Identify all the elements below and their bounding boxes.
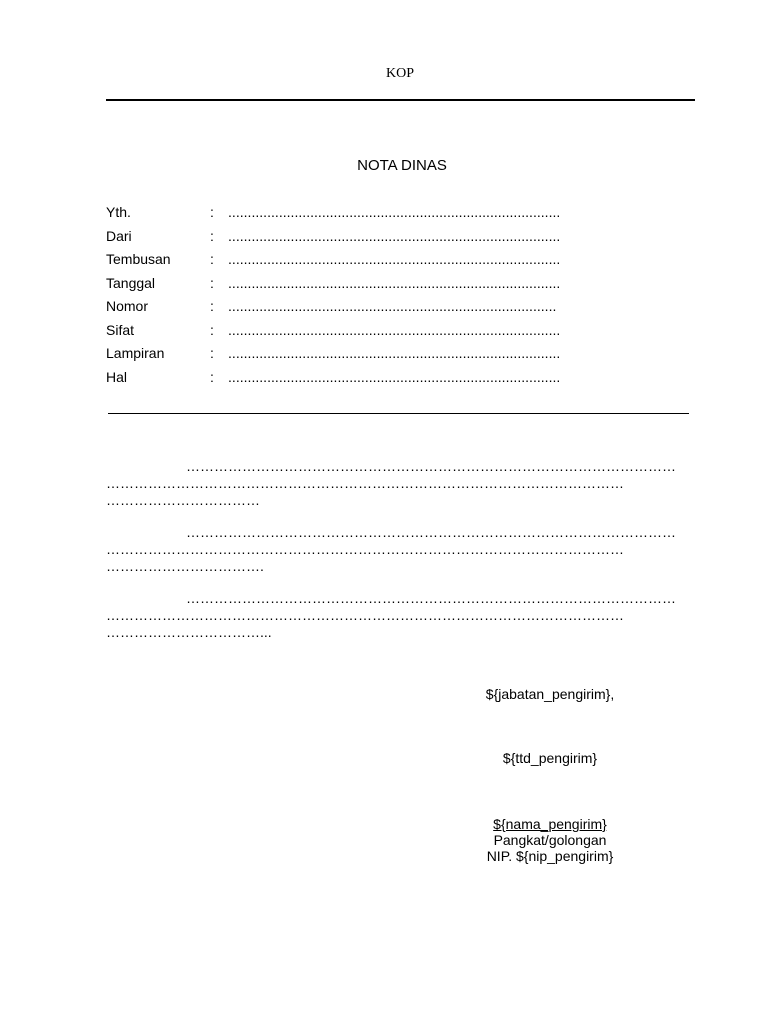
sender-name: ${nama_pengirim} xyxy=(493,816,607,832)
sender-rank: Pangkat/golongan xyxy=(493,832,607,848)
field-label: Tembusan xyxy=(106,251,171,267)
paragraph-line: ………………………………………………………………………………………………… xyxy=(106,541,624,557)
sender-nip: NIP. ${nip_pengirim} xyxy=(486,848,614,864)
field-label: Dari xyxy=(106,228,132,244)
field-colon: : xyxy=(210,345,214,361)
document-title: NOTA DINAS xyxy=(357,157,447,174)
paragraph-line: ……………………………... xyxy=(106,624,272,640)
field-colon: : xyxy=(210,228,214,244)
field-value: ..................................................................................... xyxy=(228,204,561,220)
field-colon: : xyxy=(210,275,214,291)
field-value: .................................................................................... xyxy=(228,298,557,314)
field-value: ..................................................................................... xyxy=(228,345,561,361)
field-colon: : xyxy=(210,369,214,385)
field-label: Sifat xyxy=(106,322,135,338)
field-value: ..................................................................................... xyxy=(228,228,561,244)
paragraph-line: …………………………………………………………………………………………… xyxy=(186,458,676,474)
field-colon: : xyxy=(210,298,214,314)
body-paragraph xyxy=(106,524,706,575)
field-nomor xyxy=(106,298,706,320)
header-body-divider xyxy=(108,413,689,414)
field-value: ..................................................................................... xyxy=(228,251,561,267)
field-hal xyxy=(106,369,706,391)
field-tanggal xyxy=(106,275,706,297)
sender-signature: ${ttd_pengirim} xyxy=(502,750,598,766)
paragraph-line: …………………………………………………………………………………………… xyxy=(186,524,676,540)
field-sifat xyxy=(106,322,706,344)
sender-position: ${jabatan_pengirim}, xyxy=(485,686,615,702)
body-paragraph xyxy=(106,590,706,641)
paragraph-line: ………………………………………………………………………………………………… xyxy=(106,475,624,491)
field-colon: : xyxy=(210,204,214,220)
letterhead-placeholder: KOP xyxy=(385,66,414,81)
field-tembusan xyxy=(106,251,706,273)
field-label: Tanggal xyxy=(106,275,156,291)
field-lampiran xyxy=(106,345,706,367)
paragraph-line: …………………………… xyxy=(106,492,260,508)
paragraph-line: …………………………………………………………………………………………… xyxy=(186,590,676,606)
field-yth xyxy=(106,204,706,226)
field-label: Nomor xyxy=(106,298,149,314)
field-label: Yth. xyxy=(106,204,131,220)
field-label: Lampiran xyxy=(106,345,165,361)
paragraph-line: ………………………………………………………………………………………………… xyxy=(106,607,624,623)
field-value: ..................................................................................... xyxy=(228,275,561,291)
field-colon: : xyxy=(210,251,214,267)
body-paragraph xyxy=(106,458,706,509)
field-colon: : xyxy=(210,322,214,338)
field-value: ..................................................................................... xyxy=(228,369,561,385)
field-dari xyxy=(106,228,706,250)
field-label: Hal xyxy=(106,369,128,385)
field-value: ..................................................................................... xyxy=(228,322,561,338)
paragraph-line: ……………………………. xyxy=(106,558,264,574)
letterhead-divider xyxy=(106,99,695,101)
